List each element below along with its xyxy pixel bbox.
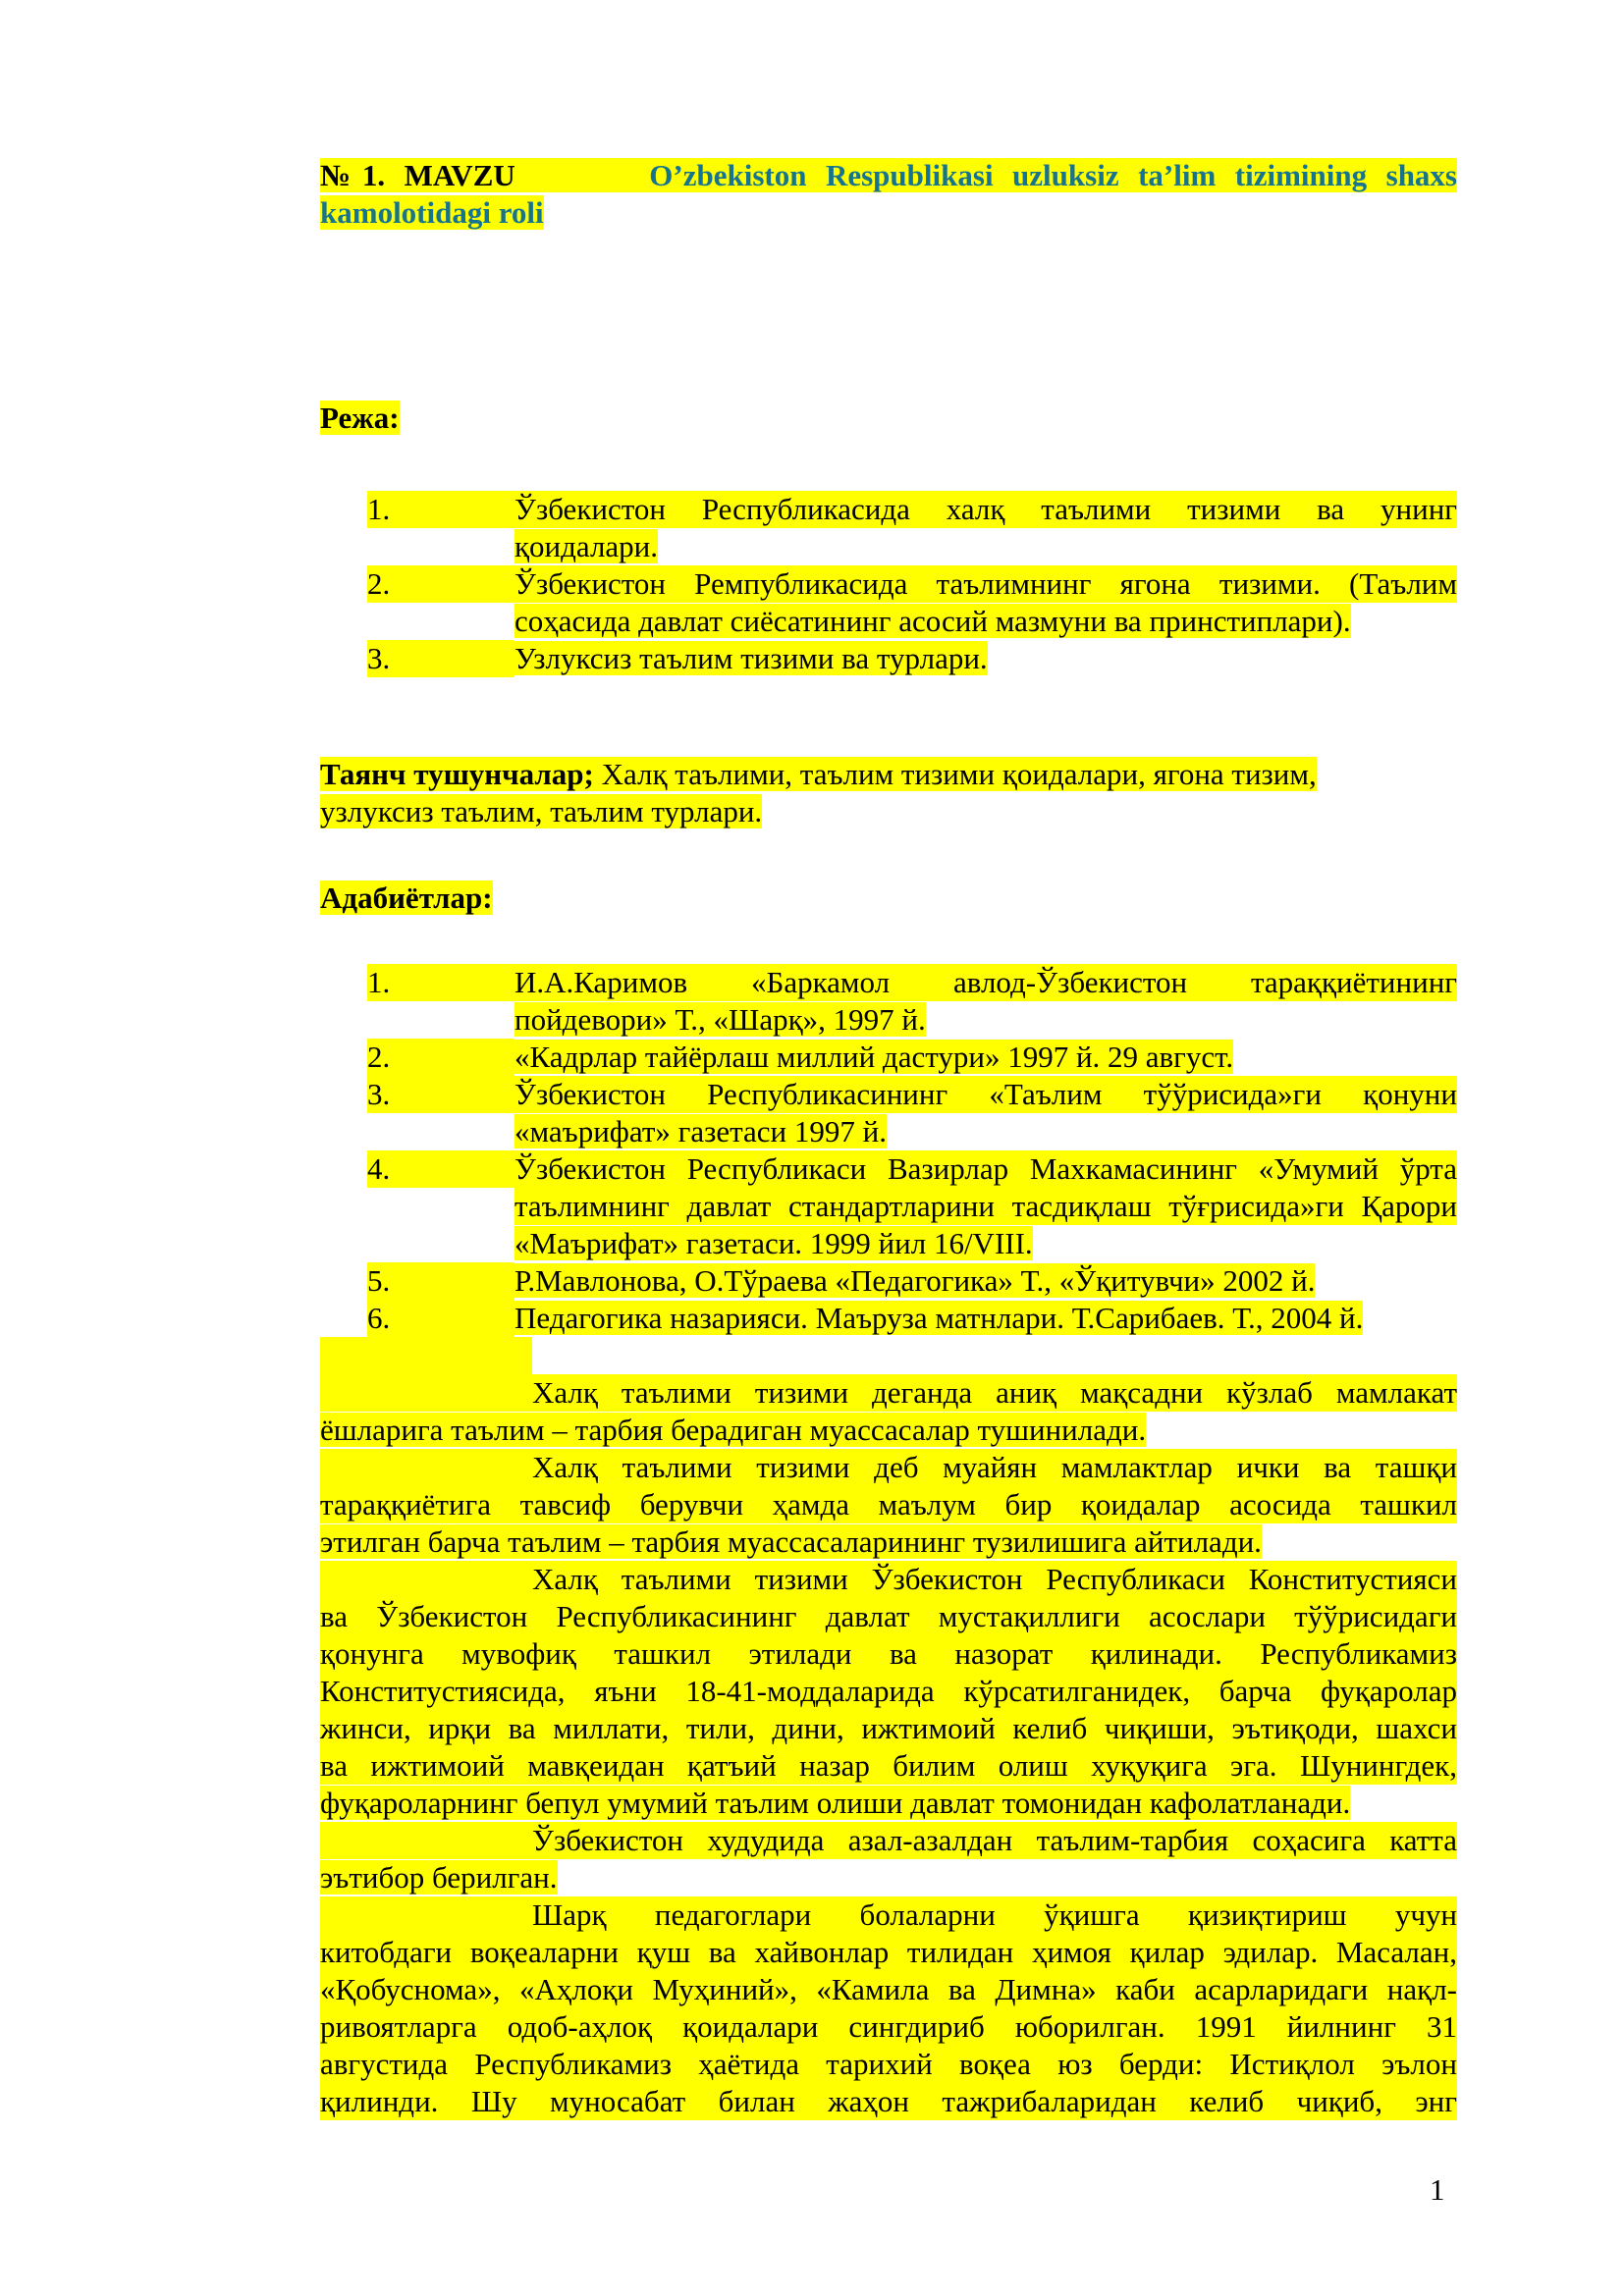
- literature-item-line: И.А.Каримов «Баркамол авлод-Ўзбекистон тараққиётининг: [514, 965, 1457, 999]
- plan-item-line: Ўзбекистон Ремпубликасида таълимнинг ягона тизими. (Таълим: [514, 566, 1457, 601]
- plan-item-line-wrap: қоидалари.: [514, 529, 659, 563]
- body-line: Халқ таълими тизими деб муайян мамлактлар ички ва ташқи: [320, 1449, 1457, 1486]
- plan-item-line: Ўзбекистон Республикасида халқ таълими тизими ва унинг: [514, 492, 1457, 526]
- literature-item-line-wrap: «Маърифат» газетаси. 1999 йил 16/VIII.: [514, 1226, 1033, 1260]
- literature-item-line: Педагогика назарияси. Маъруза матнлари. Т.Сарибаев. Т., 2004 й.: [514, 1301, 1364, 1335]
- body-line: ва Ўзбекистон Республикасининг давлат мустақиллиги асослари тўўрисидаги: [320, 1599, 1457, 1633]
- literature-item: [367, 1039, 1457, 1076]
- body-line: Конститустиясида, яъни 18-41-моддаларида кўрсатилганидек, барча фуқаролар: [320, 1674, 1457, 1708]
- body-line: Халқ таълими тизими деганда аниқ мақсадни кўзлаб мамлакат: [320, 1374, 1457, 1412]
- literature-heading: [320, 880, 493, 917]
- literature-item-number: 5.: [367, 1262, 514, 1300]
- title-line-2: [320, 194, 1457, 232]
- title-number: №1. MAVZU: [320, 158, 515, 192]
- literature-item-line: Ўзбекистон Республикаси Вазирлар Махкамасининг «Умумий ўрта: [514, 1151, 1457, 1186]
- plan-item-number: 1.: [367, 491, 514, 528]
- key-concepts-text-2: узлуксиз таълим, таълим турлари.: [320, 794, 763, 828]
- plan-heading: [320, 400, 400, 437]
- key-concepts-line-2: [320, 793, 1457, 830]
- literature-item: [367, 1076, 1457, 1150]
- highlight-gap: [320, 1337, 532, 1374]
- plan-item: [367, 491, 1457, 565]
- page-number: 1: [1430, 2172, 1445, 2207]
- plan-item-number: 2.: [367, 565, 514, 603]
- body-line: Ўзбекистон худудида азал-азалдан таълим-тарбия соҳасига катта: [320, 1822, 1457, 1859]
- literature-item-line: таълимнинг давлат стандартларини тасдиқлаш тўғрисида»ги Қарори: [514, 1189, 1457, 1223]
- literature-item-line: Ўзбекистон Республикасининг «Таълим тўўрисида»ги қонуни: [514, 1077, 1457, 1111]
- body-line: августида Республикамиз ҳаётида тарихий воқеа юз берди: Истиқлол эълон: [320, 2047, 1457, 2081]
- body-line: ва ижтимоий мавқеидан қатъий назар билим олиш хуқуқига эга. Шунингдек,: [320, 1748, 1457, 1783]
- plan-item: [367, 565, 1457, 640]
- title-line-1: [320, 157, 1457, 194]
- title-text-line-1: O’zbekiston Respublikasi uzluksiz ta’lim tizimining shaxs: [649, 158, 1457, 192]
- body-line: қонунга мувофиқ ташкил этилади ва назорат қилинади. Республикамиз: [320, 1636, 1457, 1671]
- body-line-end: эътибор берилган.: [320, 1860, 558, 1895]
- literature-item-line-wrap: пойдевори» Т., «Шарқ», 1997 й.: [514, 1002, 926, 1037]
- plan-item-line: Узлуксиз таълим тизими ва турлари.: [514, 641, 988, 675]
- literature-item: [367, 1300, 1457, 1337]
- body-line: китобдаги воқеаларни қуш ва хайвонлар тилидан ҳимоя қилар эдилар. Масалан,: [320, 1935, 1457, 1969]
- body-line: ривоятларга одоб-аҳлоқ қоидалари сингдириб юборилган. 1991 йилнинг 31: [320, 2009, 1457, 2044]
- body-line: қилинди. Шу муносабат билан жаҳон тажрибаларидан келиб чиқиб, энг: [320, 2084, 1457, 2118]
- body-line-end: этилган барча таълим – тарбия муассасаларининг тузилишига айтилади.: [320, 1524, 1262, 1559]
- key-concepts-line-1: [320, 756, 1457, 793]
- literature-item-line-wrap: «маърифат» газетаси 1997 й.: [514, 1114, 887, 1148]
- body-line-end: фуқароларнинг бепул умумий таълим олиши давлат томонидан кафолатланади.: [320, 1786, 1351, 1820]
- literature-heading-text: Адабиётлар:: [320, 881, 493, 915]
- body-line: Шарқ педагоглари болаларни ўқишга қизиқтириш учун: [320, 1896, 1457, 1934]
- body-line-end: ёшларига таълим – тарбия берадиган муассасалар тушинилади.: [320, 1413, 1147, 1447]
- key-concepts-text: Халқ таълими, таълим тизими қоидалари, ягона тизим,: [593, 757, 1317, 791]
- body-line: тараққиётига тавсиф берувчи ҳамда маълум бир қоидалар асосида ташкил: [320, 1487, 1457, 1522]
- key-concepts-label: Таянч тушунчалар;: [320, 757, 594, 791]
- body-line: жинси, ирқи ва миллати, тили, дини, ижтимоий келиб чиқиши, эътиқоди, шахси: [320, 1711, 1457, 1745]
- document-page: [320, 0, 1457, 2296]
- literature-item-line: Р.Мавлонова, О.Тўраева «Педагогика» Т., «Ўқитувчи» 2002 й.: [514, 1263, 1316, 1298]
- body-line: Халқ таълими тизими Ўзбекистон Республикаси Конститустияси: [320, 1561, 1457, 1598]
- literature-item-number: 6.: [367, 1300, 514, 1337]
- body-line: «Қобуснома», «Аҳлоқи Муҳиний», «Камила ва Димна» каби асарларидаги нақл-: [320, 1972, 1457, 2006]
- literature-item-line: «Кадрлар тайёрлаш миллий дастури» 1997 й. 29 август.: [514, 1040, 1234, 1074]
- literature-item-number: 4.: [367, 1150, 514, 1188]
- literature-item-number: 2.: [367, 1039, 514, 1076]
- literature-item: [367, 1150, 1457, 1262]
- plan-item-number: 3.: [367, 640, 514, 677]
- plan-item: [367, 640, 1457, 677]
- title-text-line-2: kamolotidagi roli: [320, 195, 544, 230]
- literature-item: [367, 964, 1457, 1039]
- plan-item-line-wrap: соҳасида давлат сиёсатининг асосий мазмуни ва принстиплари).: [514, 604, 1351, 638]
- literature-item-number: 3.: [367, 1076, 514, 1113]
- literature-item: [367, 1262, 1457, 1300]
- literature-item-number: 1.: [367, 964, 514, 1001]
- plan-heading-text: Режа:: [320, 400, 400, 435]
